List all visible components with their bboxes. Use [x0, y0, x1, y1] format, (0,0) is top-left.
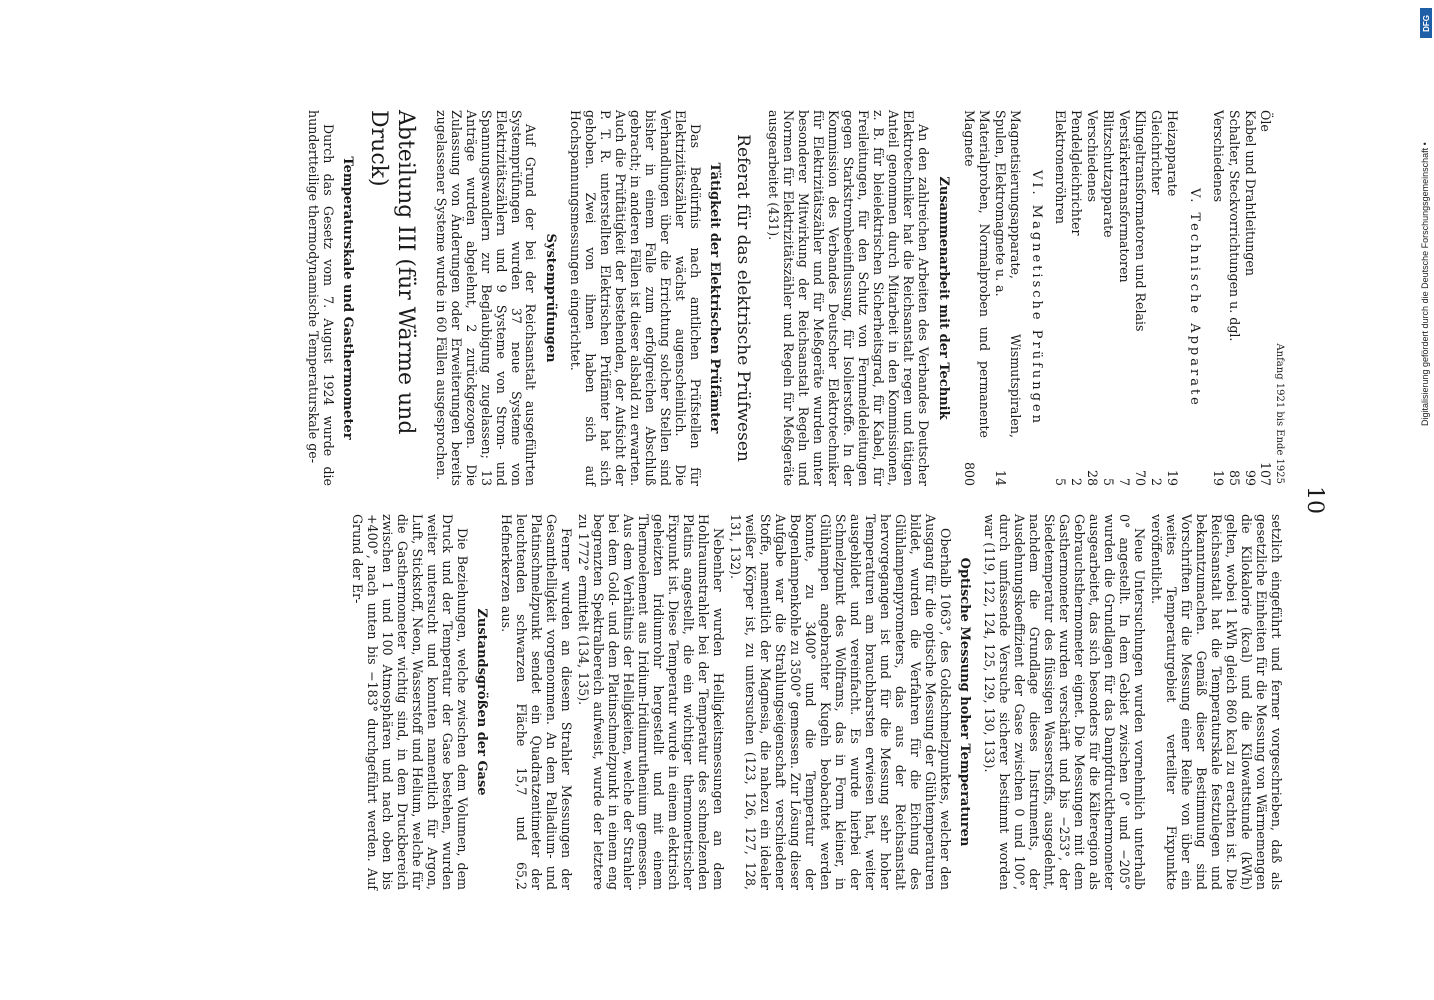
section-heading-vi: VI. Magnetische Prüfungen [1029, 169, 1045, 427]
table-row [1226, 110, 1242, 486]
paragraph: Die Beziehungen, welche zwischen dem Volumen, dem Druck und der Temperatur der Gase bestehen, wurden weiter untersucht und konnten namentlich für Argon, Luft, Stickstoff, Neon, Wasserstoff und Helium, welche für die Gasthermometer wichtig sind, in dem Druckbereich zwischen 1 und 100 Atmosphären und nach oben bis +400°, nach unten bis −183° durchgeführt werden. Auf Grund der Er- [349, 514, 470, 890]
scanned-page [77, 70, 1357, 930]
row-label: Klingeltransformatoren und Relais [1133, 110, 1149, 332]
row-label: Blitzschutzapparate [1101, 110, 1117, 238]
row-value: 2 [1069, 477, 1085, 486]
paragraph: Ferner wurden an diesem Strahler Messungen der Gesamthelligkeit vorgenommen. An dem Palladium- und Platinschmelzpunkt sendet ein Quadratzentimeter der leuchtenden schwarzen Fläche 15,7 und 65,2 Hefnerkerzen aus. [499, 514, 575, 890]
row-value: 5 [1053, 477, 1069, 486]
row-value: 99 [1242, 469, 1258, 486]
left-column [304, 110, 1284, 486]
table-row [1210, 110, 1226, 486]
table-row [961, 110, 992, 486]
row-label: Pendelgleichrichter [1069, 110, 1085, 236]
row-value: 800 [961, 461, 977, 486]
right-column [348, 514, 1284, 890]
table-row [1132, 110, 1148, 486]
paragraph: Auf Grund der bei der Reichsanstalt ausgeführten Systemprüfungen wurden 37 neue Systeme von Elektrizitätszählern und 9 Systeme von Strom- und Spannungswandlern zur Beglaubigung zugelassen; 13 Anträge wurden abgelehnt, 2 zurückgezogen. Die Zulassung von Änderungen oder Erweiterungen bereits zugelassener Systeme wurde in 60 Fällen ausgesprochen. [433, 110, 539, 486]
heading-zusammenarbeit: Zusammenarbeit mit der Technik [935, 176, 951, 420]
row-label: Verstärkertransformatoren [1117, 110, 1133, 283]
table-row [1068, 110, 1084, 486]
table-row [992, 110, 1023, 486]
margin-strip [1418, 0, 1434, 1000]
row-value: 19 [1210, 469, 1226, 486]
table-row [1116, 110, 1132, 486]
heading-temperaturskale: Temperaturskale und Gasthermometer [340, 156, 356, 440]
toc-table-vi [961, 110, 1023, 486]
logo-text: DFG [1421, 14, 1431, 32]
row-value: 85 [1226, 469, 1242, 486]
row-value: 5 [1101, 477, 1117, 486]
heading-referat: Referat für das elektrische Prüfwesen [732, 134, 753, 462]
table-row [1084, 110, 1100, 486]
table-row [1148, 110, 1164, 486]
margin-note: Digitalisierung gefördert durch die Deutsche Forschungsgemeinschaft • [1420, 142, 1430, 426]
row-value: 107 [1258, 461, 1274, 486]
dfg-logo-icon [1420, 8, 1432, 38]
paragraph: Neue Untersuchungen wurden vornehmlich unterhalb 0° angestellt. In dem Gebiet zwischen 0° und −205° wurden die Grundlagen für das Dampfdruckthermometer ausgearbeitet, das sich besonders für die Kälteregion als Gebrauchsthermometer eignet. Die Messungen mit dem Gasthermometer wurden verschärft und bis −253°, der Siedetemperatur des flüssigen Wasserstoffs, ausgedehnt, nachdem die Grundlage dieses Instruments, der Ausdehnungskoeffizient der Gase zwischen 0 und 100°, durch umfassende Versuche sicherer bestimmt worden war (119, 122, 124, 125, 129, 130, 133). [982, 514, 1148, 890]
row-value: 2 [1149, 477, 1165, 486]
row-label: Öle [1258, 110, 1274, 132]
row-label: Gleichrichter [1149, 110, 1165, 195]
row-label: Elektronenröhren [1053, 110, 1069, 224]
row-value: 7 [1117, 477, 1133, 486]
table-row [1164, 110, 1180, 486]
row-label: Kabel und Drahtleitungen [1242, 110, 1258, 276]
table-row [1100, 110, 1116, 486]
paragraph: An den zahlreichen Arbeiten des Verbandes Deutscher Elektrotechniker hat die Reichsanstalt regen und tätigen Anteil genommen durch Mitarbeit in den Kommissionen, z. B. für bleielektrischen Sicherheitsgrad, für Kabel, für Freileitungen, für den Schutz von Fernmeldeleitungen gegen Starkstrombeeinflussung, für Isolierstoffe. In der Kommission des Verbandes Deutscher Elektrotechniker für Elektrizitätszähler und für Meßgeräte wurden unter besonderer Mitwirkung der Reichsanstalt Regeln und Normen für Elektrizitätszähler und Regeln für Meßgeräte ausgearbeitet (431). [766, 110, 932, 486]
toc-table-top [1210, 110, 1274, 486]
paragraph: Nebenher wurden Helligkeitsmessungen an dem Hohlraumstrahler bei der Temperatur des schmelzenden Platins angestellt, die ein wichtiger thermometrischer Fixpunkt ist. Diese Temperatur wurde in einem elektrisch geheizten Iridiumrohr hergestellt und mit einem Thermoelement aus Iridium-Iridiumruthenium gemessen. Aus dem Verhältnis der Helligkeiten, welche der Strahler bei dem Gold- und dem Platinschmelzpunkt in einem eng begrenzten Spektralbereich aufweist, wurde der letztere zu 1772° ermittelt (134, 135). [576, 514, 727, 890]
heading-taetigkeit: Tätigkeit der Elektrischen Prüfämter [707, 162, 723, 434]
paragraph: setzlich eingeführt und ferner vorgeschrieben, daß als gesetzliche Einheiten für die Messung von Wärmemengen die Kilokalorie (kcal) und die Kilowattstunde (kWh) gelten, wobei 1 kWh gleich 860 kcal zu erachten ist. Die Reichsanstalt hat die Temperaturskale festzulegen und bekanntzumachen. Gemäß dieser Bestimmung sind Vorschriften für die Messung einer Reihe von über ein weites Temperaturgebiet verteilter Fixpunkte veröffentlicht. [1149, 514, 1284, 890]
row-label: Verschiedenes [1210, 110, 1226, 203]
row-value: 70 [1133, 469, 1149, 486]
row-label: Materialproben, Normalproben und permanente Magnete [961, 110, 992, 438]
row-value: 28 [1085, 469, 1101, 486]
heading-abteilung: Abteilung III (für Wärme und Druck) [366, 110, 418, 435]
toc-table-v [1052, 110, 1180, 486]
table-row [1052, 110, 1068, 486]
page-number: 10 [1302, 486, 1327, 514]
paragraph: Oberhalb 1063°, des Goldschmelzpunktes, welcher den Ausgang für die optische Messung der Glühtemperaturen bildet, wurden die Verfahren für die Eichung des Glühlampenpyrometers, das aus der Reichsanstalt hervorgegangen ist und für die Messung sehr hoher Temperaturen am brauchbarsten erwiesen hat, weiter ausgebildet und vereinfacht. Es wurde hierbei der Schmelzpunkt des Wolframs, das in Form kleiner, in Glühlampen angebrachter Kugeln beobachtet werden konnte, zu 3400° und die Temperatur der Bogenlampenkohle zu 3500° gemessen. Zur Lösung dieser Aufgabe war die Strahlungseigenschaft verschiedener Stoffe, namentlich der Magnesia, die nahezu ein idealer weißer Körper ist, zu untersuchen (123, 126, 127, 128, 131, 132). [728, 514, 953, 890]
row-label: Schalter, Steckvorrichtungen u. dgl. [1226, 110, 1242, 342]
paragraph: Durch das Gesetz vom 7. August 1924 wurde die hundertteilige thermodynamische Temperaturskale ge- [305, 110, 336, 486]
heading-systempruefungen: Systemprüfungen [542, 233, 558, 363]
row-value: 14 [992, 469, 1008, 486]
section-heading-v: V. Technische Apparate [1186, 188, 1202, 408]
row-label: Heizapparate [1165, 110, 1181, 197]
heading-zustandsgroessen: Zustandsgrößen der Gase [474, 608, 490, 796]
table-row [1258, 110, 1274, 486]
row-label: Verschiedenes [1085, 110, 1101, 203]
row-label: Magnetisierungsapparate, Wismutspiralen, Spulen, Elektromagnete u. a. [992, 110, 1023, 438]
paragraph: Das Bedürfnis nach amtlichen Prüfstellen für Elektrizitätszähler wächst augenscheinlich. Die Verhandlungen über die Errichtung solcher Stellen sind bisher in einem Falle zum erfolgreichen Abschluß gebracht; in anderen Fällen ist dieser alsbald zu erwarten. Auch die Prüftätigkeit der bestehenden, der Aufsicht der P. T. R. unterstellten Elektrischen Prüfämter hat sich gehoben. Zwei von ihnen haben sich auf Hochspannungsmessungen eingerichtet. [567, 110, 703, 486]
toc-column-header: Anfang 1921 bis Ende 1925 [1274, 343, 1285, 484]
heading-optische-messung: Optische Messung hoher Temperaturen [957, 557, 973, 847]
row-value: 19 [1165, 469, 1181, 486]
table-row [1242, 110, 1258, 486]
